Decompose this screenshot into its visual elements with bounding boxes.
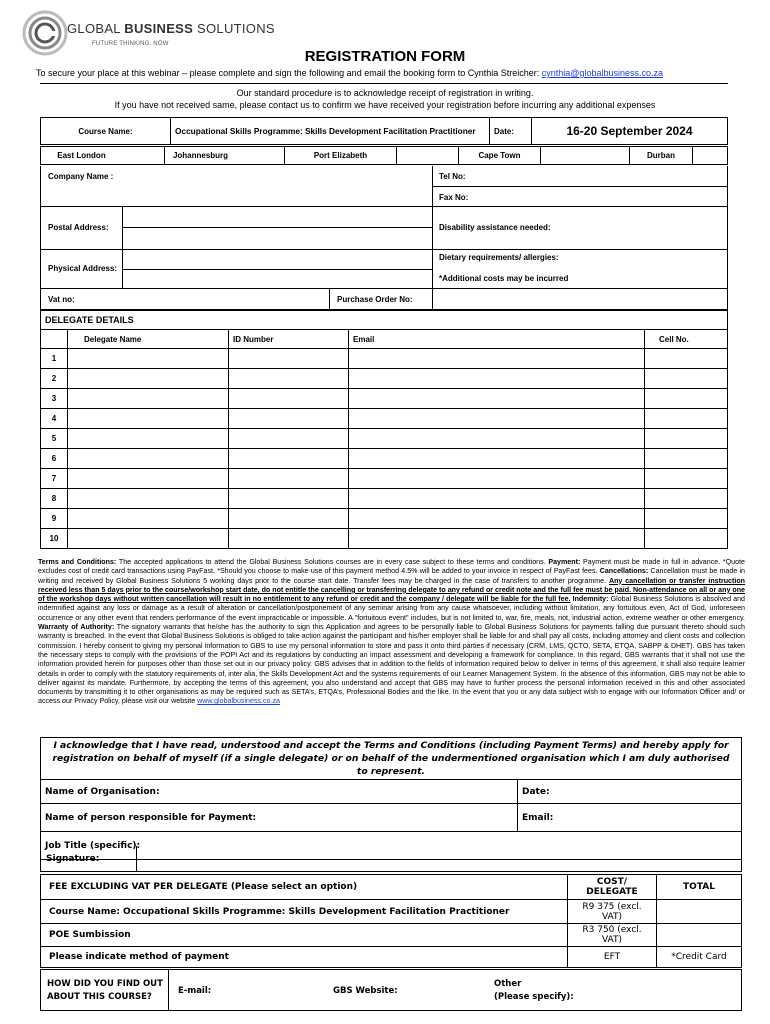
id-number-cell[interactable]	[229, 449, 349, 469]
table-row	[41, 429, 728, 449]
course-total-cell[interactable]	[657, 900, 742, 924]
payment-credit-card-option[interactable]: *Credit Card	[657, 947, 742, 968]
row-number: 2	[41, 369, 68, 389]
find-out-label-line-1: HOW DID YOU FIND OUT	[47, 979, 163, 989]
row-number: 10	[41, 529, 68, 549]
cell-no-cell[interactable]	[645, 449, 728, 469]
cell-no-cell[interactable]	[645, 389, 728, 409]
row-number: 9	[41, 509, 68, 529]
additional-costs-note: *Additional costs may be incurred	[439, 274, 569, 283]
logo-name-end: SOLUTIONS	[193, 21, 275, 36]
find-out-website-option[interactable]: GBS Website:	[333, 986, 398, 996]
acknowledgement-table	[40, 737, 742, 860]
company-section	[40, 166, 728, 310]
venue-east-london: East London	[41, 147, 123, 165]
email-cell[interactable]	[349, 369, 645, 389]
fee-header: FEE EXCLUDING VAT PER DELEGATE (Please select an option)	[41, 875, 568, 900]
fee-table	[40, 874, 742, 968]
other-label: Other	[494, 979, 522, 989]
id-number-cell[interactable]	[229, 529, 349, 549]
cancellations-text: Cancellation must be made in writing and received by Global Business Solutions 5 working days prior to the course start date. Transfer fees may be charged in the case of transfers to another programme.	[38, 567, 745, 585]
row-number: 4	[41, 409, 68, 429]
logo-name-light: GLOBAL	[67, 21, 125, 36]
disability-label: Disability assistance needed:	[439, 223, 551, 232]
cell-no-cell[interactable]	[645, 409, 728, 429]
id-number-cell[interactable]	[229, 369, 349, 389]
email-cell[interactable]	[349, 469, 645, 489]
delegate-col-name: Delegate Name	[68, 330, 229, 349]
table-row	[41, 489, 728, 509]
table-row	[41, 529, 728, 549]
find-out-section	[40, 969, 742, 1011]
intro-sentence: To secure your place at this webinar – please complete and sign the following and email the booking form to Cynthia Streicher:	[36, 68, 542, 78]
physical-rule	[122, 269, 432, 270]
venue-cape-town-box[interactable]	[541, 147, 630, 165]
table-row	[41, 389, 728, 409]
page-title: REGISTRATION FORM	[304, 48, 466, 65]
email-cell[interactable]	[349, 449, 645, 469]
id-number-cell[interactable]	[229, 389, 349, 409]
vat-label: Vat no:	[48, 295, 75, 304]
find-out-label	[47, 978, 163, 1004]
venue-durban-box[interactable]	[693, 147, 728, 165]
id-number-cell[interactable]	[229, 509, 349, 529]
delegate-name-cell[interactable]	[68, 449, 229, 469]
delegate-col-cell: Cell No.	[645, 330, 728, 349]
indemnity-heading: Indemnity:	[572, 595, 609, 604]
email-cell[interactable]	[349, 349, 645, 369]
find-out-email-option[interactable]: E-mail:	[178, 986, 212, 996]
row-number: 6	[41, 449, 68, 469]
cell-no-cell[interactable]	[645, 369, 728, 389]
procedure-line-1: Our standard procedure is to acknowledge receipt of registration in writing.	[236, 88, 534, 98]
signature-box[interactable]	[136, 846, 743, 871]
payment-heading: Payment:	[548, 558, 581, 566]
poe-total-cell[interactable]	[657, 924, 742, 947]
po-label: Purchase Order No:	[337, 295, 413, 304]
delegate-name-cell[interactable]	[68, 429, 229, 449]
venue-durban: Durban	[630, 147, 693, 165]
warranty-heading: Warranty of Authority:	[38, 623, 115, 632]
delegate-name-cell[interactable]	[68, 349, 229, 369]
email-cell[interactable]	[349, 529, 645, 549]
cancellations-heading: Cancellations:	[599, 567, 649, 576]
payment-method-row: Please indicate method of payment	[41, 947, 568, 968]
delegate-name-cell[interactable]	[68, 369, 229, 389]
find-out-label-line-2: ABOUT THIS COURSE?	[47, 992, 152, 1002]
venue-johannesburg-box[interactable]	[236, 147, 285, 165]
table-row	[41, 509, 728, 529]
ack-email-field[interactable]: Email:	[518, 804, 742, 832]
postal-address-label: Postal Address:	[48, 223, 109, 232]
job-title-field[interactable]: Job Title (specific):	[41, 832, 742, 860]
id-number-cell[interactable]	[229, 349, 349, 369]
signature-label: Signature:	[46, 854, 100, 864]
cancellation-warning: Any cancellation or transfer instruction received less than 5 days prior to the course/workshop start date, do not entitle the cancelling or transferring delegate to any refund or credit note and the full fee must be paid. Non-attendance on all or any one of the workshop days without written cancellation will result in no entitlement to any refund or credit and the company / delegate will be liable for the full fee.	[38, 576, 746, 604]
payment-responsible-field[interactable]: Name of person responsible for Payment:	[41, 804, 518, 832]
row-number: 3	[41, 389, 68, 409]
email-cell[interactable]	[349, 429, 645, 449]
table-row	[41, 349, 728, 369]
table-row	[41, 449, 728, 469]
signature-row	[40, 846, 742, 872]
terms-and-conditions	[38, 558, 745, 707]
delegates-table	[40, 310, 728, 549]
dietary-label: Dietary requirements/ allergies:	[439, 253, 559, 262]
cell-no-cell[interactable]	[645, 469, 728, 489]
delegate-col-email: Email	[349, 330, 645, 349]
intro-email-link[interactable]: cynthia@globalbusiness.co.za	[541, 68, 663, 78]
delegate-details-heading: DELEGATE DETAILS	[41, 311, 728, 330]
row-number: 7	[41, 469, 68, 489]
website-link[interactable]: www.globalbusiness.co.za	[197, 697, 280, 706]
procedure-line-2: If you have not received same, please contact us to confirm we have received your registration before incurring any additional expenses	[114, 100, 656, 110]
postal-rule	[122, 227, 432, 228]
table-row	[41, 409, 728, 429]
poe-submission-row: POE Sumbission	[41, 924, 568, 947]
poe-cost: R3 750 (excl. VAT)	[568, 924, 657, 947]
cell-no-cell[interactable]	[645, 349, 728, 369]
course-name-label: Course Name:	[41, 118, 171, 145]
terms-heading: Terms and Conditions:	[38, 558, 117, 566]
delegate-name-cell[interactable]	[68, 389, 229, 409]
vat-divider	[329, 288, 330, 309]
venue-east-london-box[interactable]	[122, 147, 165, 165]
course-name-value[interactable]: Occupational Skills Programme: Skills Development Facilitation Practitioner	[171, 118, 490, 145]
total-header: TOTAL	[657, 875, 742, 900]
row-rule-3	[41, 288, 728, 289]
organisation-name-field[interactable]: Name of Organisation:	[41, 780, 518, 804]
row-number: 8	[41, 489, 68, 509]
tel-label: Tel No:	[439, 172, 466, 181]
venues-table	[40, 146, 728, 165]
payment-text: Payment must be made in full in advance. *Quote excludes cost of credit card transactions using PayFast. *Should you choose to make use of this payment method 4.5% will be added to your invoice in respect of PayFast fees.	[38, 558, 745, 576]
cost-per-delegate-header: COST/ DELEGATE	[568, 875, 657, 900]
course-cost: R9 375 (excl. VAT)	[568, 900, 657, 924]
cell-no-cell[interactable]	[645, 529, 728, 549]
warranty-text: The signatory warrants that he/she has the authority to sign this Application and agrees to be personally liable to Global Business Solutions for payments falling due pursuant thereto should such warranty is breached. In the event that Global Business Solutions is obliged to take action against the participant and his/her employer shall be liable for and shall pay all costs, including attorney and client costs and collection commission. I hereby consent to giving my personal information to GBS to use my personal information to store and pass it onto third parties if necessary (CRM, LMS, QCTO, SETA, ETQA, SABPP & DHET). GBS has taken the necessary steps to comply with the provisions of the POPI Act and its regulations by conducting an impact assessment and developing a framework for compliance. In this regard, GBS warrants that it shall not use the information provided herein for purposes other than those set out in our privacy policy. GBS advises that in addition to the fields of information required below to deliver in terms of this agreement, it shall also require learner details in order to comply with the statutory requirements of, inter alia, the Skills Development Act and the systems requirements of our Learner Management System. In the absence of this information, GBS may not be able to deliver against its mandate. Furthermore, by accepting the terms of this agreement, you also understand and accept that GBS may have to further process the personal information received in this and other associated documents by transmitting it to other organisations as may be required such as SETA’s, ETQA’s, Professional Bodies and the like. In the event that you or any data subject wish to engage with our Information Officer and/ or access our Privacy Policy, please visit our website	[38, 623, 745, 706]
ack-date-field[interactable]: Date:	[518, 780, 742, 804]
terms-intro: The accepted applications to attend the Global Business Solutions courses are in every case subject to these terms and conditions.	[116, 558, 549, 566]
delegate-name-cell[interactable]	[68, 509, 229, 529]
logo-tagline: FUTURE THINKING. NOW	[92, 41, 169, 47]
payment-eft-option[interactable]: EFT	[568, 947, 657, 968]
cell-no-cell[interactable]	[645, 489, 728, 509]
acknowledgement-statement: I acknowledge that I have read, understood and accept the Terms and Conditions (including Payment Terms) and hereby apply for registration on behalf of myself (if a single delegate) or on behalf of the undermentioned organisation which I am duly authorised to represent.	[41, 738, 742, 780]
logo-name	[67, 21, 275, 36]
physical-address-label: Physical Address:	[48, 264, 118, 273]
venue-cape-town: Cape Town	[459, 147, 541, 165]
email-cell[interactable]	[349, 409, 645, 429]
venue-johannesburg: Johannesburg	[165, 147, 237, 165]
email-cell[interactable]	[349, 489, 645, 509]
email-cell[interactable]	[349, 389, 645, 409]
id-number-cell[interactable]	[229, 429, 349, 449]
id-number-cell[interactable]	[229, 409, 349, 429]
id-number-cell[interactable]	[229, 489, 349, 509]
indemnity-text: Global Business Solutions is absolved and indemnified against any loss or damage as a result of alteration or cancellation/postponement of any seminar arising from any cause whatsoever, including without limitation, any fortuitous even, Act of God, unforeseen occurrence or any other event that renders performance of the event impracticable or impossible. A "fortuitous event" includes, but is not limited to, war, fire, meals, riot, industrial action, extreme weather or other emergency.	[38, 595, 745, 622]
delegate-name-cell[interactable]	[68, 529, 229, 549]
row-number: 1	[41, 349, 68, 369]
intro-text	[36, 68, 663, 78]
other-specify-label: (Please specify):	[494, 992, 574, 1002]
table-row	[41, 469, 728, 489]
delegate-name-cell[interactable]	[68, 409, 229, 429]
find-out-other-option[interactable]	[494, 978, 574, 1004]
course-date-value[interactable]: 16-20 September 2024	[532, 118, 728, 145]
course-date-label: Date:	[490, 118, 532, 145]
row-number: 5	[41, 429, 68, 449]
tel-rule	[432, 186, 728, 187]
intro-rule	[40, 83, 728, 84]
find-out-divider	[168, 970, 169, 1011]
id-number-cell[interactable]	[229, 469, 349, 489]
table-row	[41, 369, 728, 389]
venue-port-elizabeth-box[interactable]	[397, 147, 459, 165]
cell-no-cell[interactable]	[645, 429, 728, 449]
delegate-name-cell[interactable]	[68, 489, 229, 509]
fax-label: Fax No:	[439, 193, 469, 202]
course-table	[40, 117, 728, 145]
delegate-col-id: ID Number	[229, 330, 349, 349]
email-cell[interactable]	[349, 509, 645, 529]
cell-no-cell[interactable]	[645, 509, 728, 529]
venue-port-elizabeth: Port Elizabeth	[285, 147, 397, 165]
company-name-label: Company Name :	[48, 172, 114, 181]
logo-name-bold: BUSINESS	[124, 21, 194, 36]
fee-course-row: Course Name: Occupational Skills Programme: Skills Development Facilitation Practitioner	[41, 900, 568, 924]
delegate-name-cell[interactable]	[68, 469, 229, 489]
delegate-col-index	[41, 330, 68, 349]
